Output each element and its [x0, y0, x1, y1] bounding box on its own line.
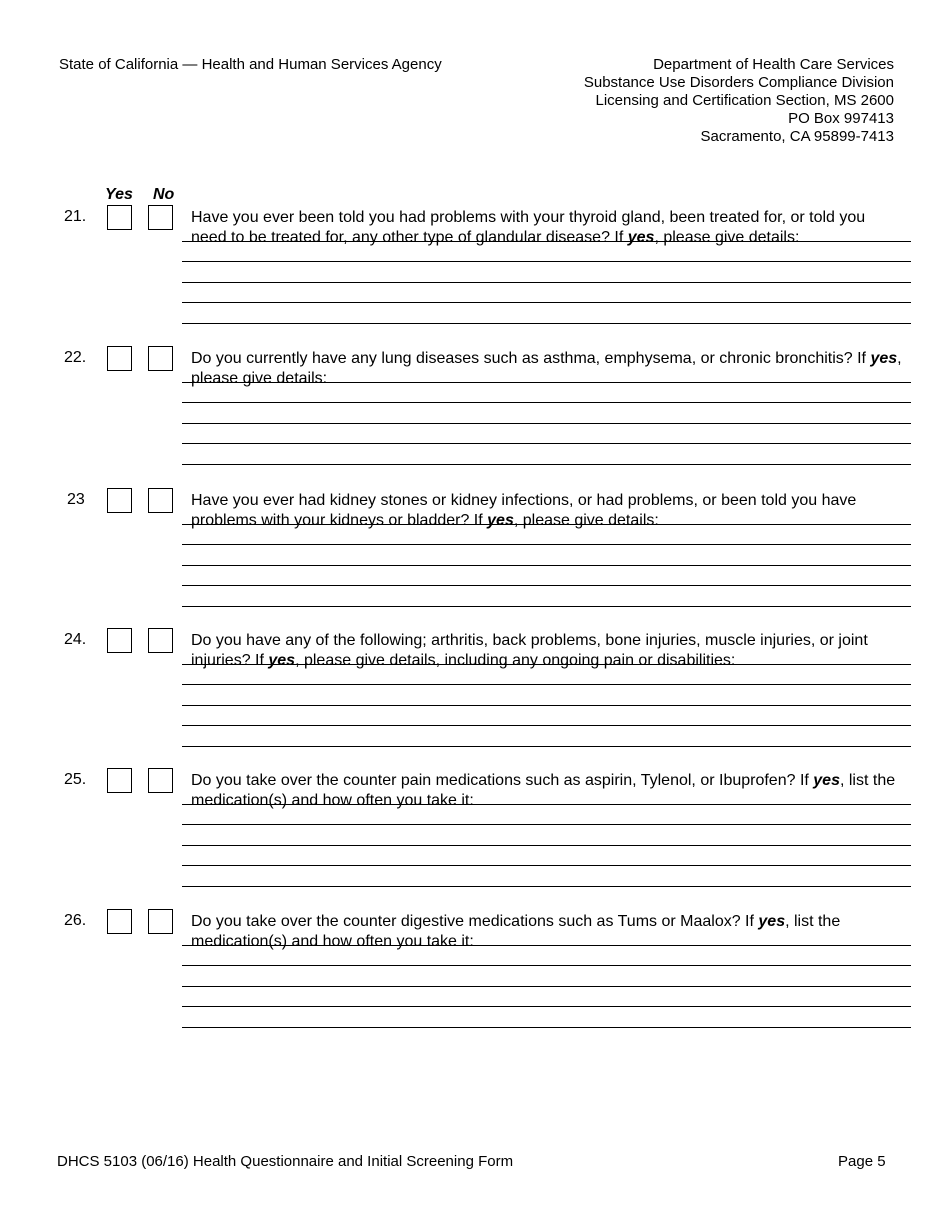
question-22	[0, 346, 950, 476]
answer-line[interactable]	[182, 323, 911, 324]
yes-column-heading: Yes	[105, 186, 133, 203]
no-checkbox[interactable]	[148, 768, 173, 793]
answer-line[interactable]	[182, 824, 911, 825]
answer-line[interactable]	[182, 261, 911, 262]
yes-checkbox[interactable]	[107, 205, 132, 230]
answer-line[interactable]	[182, 282, 911, 283]
question-text: Do you currently have any lung diseases such as asthma, emphysema, or chronic bronchitis? If yes, please give details:	[191, 350, 902, 387]
no-checkbox[interactable]	[148, 488, 173, 513]
question-number: 24.	[64, 631, 87, 648]
answer-line[interactable]	[182, 705, 911, 706]
footer-page-number: Page 5	[838, 1153, 886, 1170]
header-city: Sacramento, CA 95899-7413	[700, 128, 894, 145]
answer-line[interactable]	[182, 544, 911, 545]
answer-line[interactable]	[182, 585, 911, 586]
answer-line[interactable]	[182, 804, 911, 805]
question-text: Have you ever been told you had problems with your thyroid gland, been treated for, or told you need to be treated for, any other type of glandular disease? If yes, please give details:	[191, 209, 866, 246]
yes-checkbox[interactable]	[107, 488, 132, 513]
answer-line[interactable]	[182, 302, 911, 303]
question-number: 23	[67, 491, 85, 508]
answer-line[interactable]	[182, 746, 911, 747]
answer-line[interactable]	[182, 241, 911, 242]
header-agency: State of California — Health and Human Services Agency	[59, 56, 442, 73]
no-checkbox[interactable]	[148, 909, 173, 934]
question-21	[0, 205, 950, 335]
answer-line[interactable]	[182, 524, 911, 525]
answer-line[interactable]	[182, 945, 911, 946]
header-department: Department of Health Care Services	[653, 56, 894, 73]
answer-line[interactable]	[182, 725, 911, 726]
footer-form-name: DHCS 5103 (06/16) Health Questionnaire and Initial Screening Form	[57, 1153, 514, 1170]
question-25	[0, 768, 950, 898]
answer-line[interactable]	[182, 684, 911, 685]
answer-line[interactable]	[182, 565, 911, 566]
header-division: Substance Use Disorders Compliance Division	[583, 74, 894, 91]
question-text: Do you have any of the following; arthritis, back problems, bone injuries, muscle injuries, or joint injuries? If yes, please give details, including any ongoing pain or disabilities:	[191, 632, 868, 669]
answer-line[interactable]	[182, 443, 911, 444]
answer-line[interactable]	[182, 965, 911, 966]
answer-line[interactable]	[182, 464, 911, 465]
question-26	[0, 909, 950, 1039]
answer-line[interactable]	[182, 845, 911, 846]
yes-checkbox[interactable]	[107, 346, 132, 371]
question-text: Have you ever had kidney stones or kidney infections, or had problems, or been told you have problems with your kidneys or bladder? If yes, please give details:	[191, 492, 857, 529]
question-23	[0, 488, 950, 618]
no-checkbox[interactable]	[148, 205, 173, 230]
answer-line[interactable]	[182, 1006, 911, 1007]
yes-checkbox[interactable]	[107, 768, 132, 793]
yes-checkbox[interactable]	[107, 909, 132, 934]
answer-line[interactable]	[182, 865, 911, 866]
header-address-block	[584, 56, 894, 146]
no-checkbox[interactable]	[148, 346, 173, 371]
question-number: 26.	[64, 912, 87, 929]
answer-line[interactable]	[182, 402, 911, 403]
answer-line[interactable]	[182, 423, 911, 424]
question-24	[0, 628, 950, 758]
answer-line[interactable]	[182, 382, 911, 383]
answer-line[interactable]	[182, 606, 911, 607]
answer-line[interactable]	[182, 1027, 911, 1028]
answer-line[interactable]	[182, 986, 911, 987]
question-number: 22.	[64, 349, 87, 366]
question-text: Do you take over the counter pain medications such as aspirin, Tylenol, or Ibuprofen? If yes, list the medication(s) and how often you take it:	[191, 772, 896, 809]
header-po-box: PO Box 997413	[788, 110, 894, 127]
question-number: 25.	[64, 771, 87, 788]
no-column-heading: No	[153, 186, 175, 203]
answer-line[interactable]	[182, 664, 911, 665]
question-number: 21.	[64, 208, 87, 225]
no-checkbox[interactable]	[148, 628, 173, 653]
yes-checkbox[interactable]	[107, 628, 132, 653]
answer-line[interactable]	[182, 886, 911, 887]
header-section: Licensing and Certification Section, MS 2600	[595, 92, 894, 109]
question-text: Do you take over the counter digestive medications such as Tums or Maalox? If yes, list the medication(s) and how often you take it:	[191, 913, 841, 950]
